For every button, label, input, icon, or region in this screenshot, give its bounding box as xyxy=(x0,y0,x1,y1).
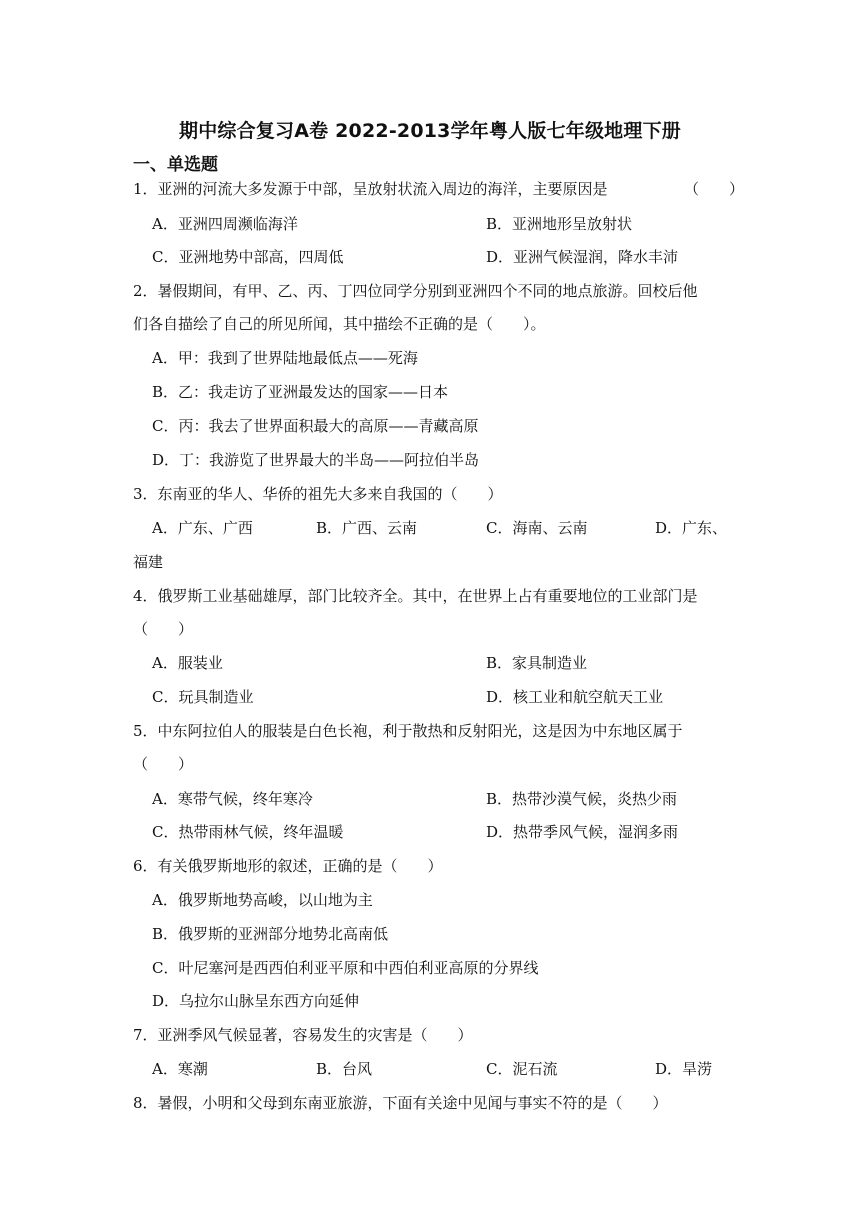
question-6-option-d: D．乌拉尔山脉呈东西方向延伸 xyxy=(152,992,360,1010)
question-1-answer-bracket: （ ） xyxy=(684,180,745,198)
question-1-option-c: C．亚洲地势中部高，四周低 xyxy=(152,248,344,266)
question-3-option-b: B．广西、云南 xyxy=(316,519,418,537)
question-7-option-c: C．泥石流 xyxy=(486,1060,558,1078)
question-1-option-b: B．亚洲地形呈放射状 xyxy=(486,215,633,233)
question-5-stem-line-2: （ ） xyxy=(133,755,194,773)
question-2-option-d: D．丁：我游览了世界最大的半岛——阿拉伯半岛 xyxy=(152,451,480,469)
question-5-stem-line-1: 5．中东阿拉伯人的服装是白色长袍，利于散热和反射阳光，这是因为中东地区属于 xyxy=(133,722,683,740)
question-5-option-d: D．热带季风气候，湿润多雨 xyxy=(486,823,679,841)
question-3-option-d-wrap: 福建 xyxy=(133,553,164,571)
question-4-option-a: A．服装业 xyxy=(152,654,223,672)
question-7-option-a: A．寒潮 xyxy=(152,1060,208,1078)
question-4-stem-line-2: （ ） xyxy=(133,620,194,638)
question-3-option-d: D．广东、 xyxy=(655,519,728,537)
question-4-option-c: C．玩具制造业 xyxy=(152,688,254,706)
question-4-stem-line-1: 4．俄罗斯工业基础雄厚，部门比较齐全。其中，在世界上占有重要地位的工业部门是 xyxy=(133,587,698,605)
question-8-stem: 8．暑假，小明和父母到东南亚旅游，下面有关途中见闻与事实不符的是（ ） xyxy=(133,1094,668,1112)
question-5-option-b: B．热带沙漠气候，炎热少雨 xyxy=(486,790,678,808)
question-2-option-c: C．丙：我去了世界面积最大的高原——青藏高原 xyxy=(152,417,479,435)
question-5-option-a: A．寒带气候，终年寒冷 xyxy=(152,790,313,808)
question-1-option-a: A．亚洲四周濒临海洋 xyxy=(152,215,298,233)
question-6-stem: 6．有关俄罗斯地形的叙述，正确的是（ ） xyxy=(133,857,443,875)
question-7-stem: 7．亚洲季风气候显著，容易发生的灾害是（ ） xyxy=(133,1026,473,1044)
question-4-option-d: D．核工业和航空航天工业 xyxy=(486,688,664,706)
question-3-stem: 3．东南亚的华人、华侨的祖先大多来自我国的（ ） xyxy=(133,485,503,503)
question-6-option-c: C．叶尼塞河是西西伯利亚平原和中西伯利亚高原的分界线 xyxy=(152,959,539,977)
question-2-option-a: A．甲：我到了世界陆地最低点——死海 xyxy=(152,349,418,367)
question-1-option-d: D．亚洲气候湿润，降水丰沛 xyxy=(486,248,679,266)
question-2-stem-line-1: 2．暑假期间，有甲、乙、丙、丁四位同学分别到亚洲四个不同的地点旅游。回校后他 xyxy=(133,282,698,300)
question-3-option-a: A．广东、广西 xyxy=(152,519,253,537)
question-1-stem: 1．亚洲的河流大多发源于中部，呈放射状流入周边的海洋，主要原因是 xyxy=(133,180,608,198)
page-title: 期中综合复习A卷 2022-2013学年粤人版七年级地理下册 xyxy=(179,120,681,142)
question-5-option-c: C．热带雨林气候，终年温暖 xyxy=(152,823,344,841)
question-6-option-a: A．俄罗斯地势高峻，以山地为主 xyxy=(152,891,373,909)
question-7-option-d: D．旱涝 xyxy=(655,1060,713,1078)
question-2-option-b: B．乙：我走访了亚洲最发达的国家——日本 xyxy=(152,383,449,401)
question-3-option-c: C．海南、云南 xyxy=(486,519,588,537)
question-7-option-b: B．台风 xyxy=(316,1060,373,1078)
question-2-stem-line-2: 们各自描绘了自己的所见所闻，其中描绘不正确的是（ ）。 xyxy=(133,315,546,333)
question-6-option-b: B．俄罗斯的亚洲部分地势北高南低 xyxy=(152,925,389,943)
section-heading: 一、单选题 xyxy=(133,155,218,175)
question-4-option-b: B．家具制造业 xyxy=(486,654,588,672)
